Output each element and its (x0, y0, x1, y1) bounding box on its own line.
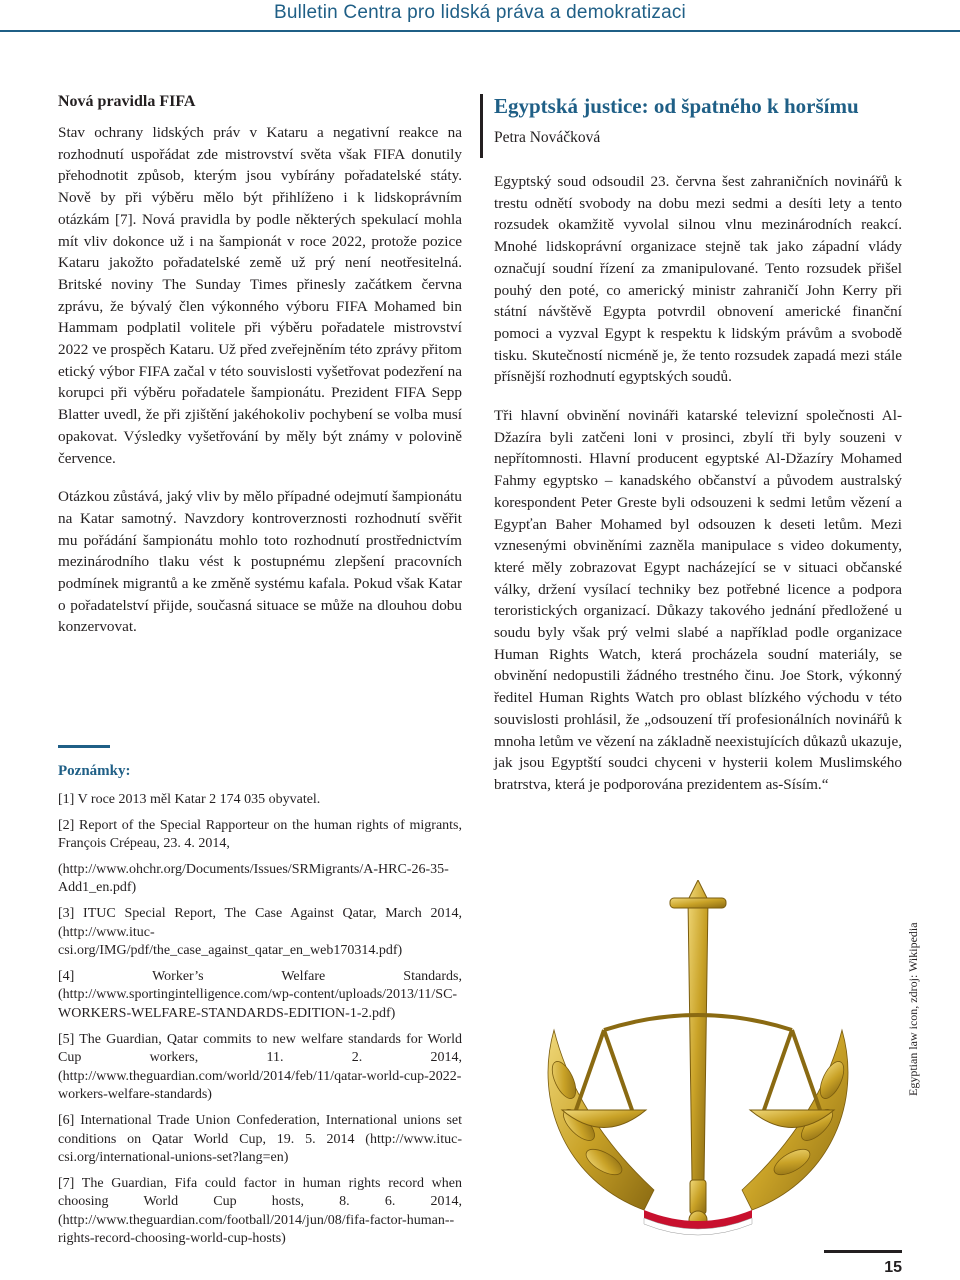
body-paragraph: Stav ochrany lidských práv v Kataru a negativní reakce na rozhodnutí uspořádat zde mistrovství světa však FIFA donutily přehodnotit způsob, kterým jsou vybírány pořadatelské státy. Nově by při výběru mělo být přihlíženo i k lidskoprávním otázkám [7]. Nová pravidla by podle některých spekulací mohla mít vliv dokonce už i na šampionát v roce 2022, protože pozice Kataru jakožto pořadatelské země už prý není neotřesitelná. Britské noviny The Sunday Times přinesly začátkem června zprávu, že bývalý člen výkonného výboru FIFA Mohamed bin Hammam podplatil volitele při výběru pořadatele mistrovství 2022 ve prospěch Kataru. Už před zveřejněním této zprávy přitom etický výbor FIFA začal v této souvislosti vyšetřovat podezření na korupci při výběru pořadatele šampionátu. Prezident FIFA Sepp Blatter uvedl, že při zjištění jakéhokoliv pochybení se volba musí opakovat. Výsledky vyšetřování by měly být známy v polovině července. (58, 124, 462, 467)
right-column (494, 92, 902, 796)
egyptian-law-emblem (494, 880, 902, 1240)
note-item: [3] ITUC Special Report, The Case Against Qatar, March 2014, (http://www.ituc-csi.org/IMG/pdf/the_case_against_qatar_en_web170314.pdf) (58, 905, 462, 959)
image-caption-text: Egyptian law icon, zdroj: Wikipedia (906, 922, 920, 1096)
page-number-rule (824, 1250, 902, 1253)
page-number: 15 (884, 1259, 902, 1276)
note-item: [1] V roce 2013 měl Katar 2 174 035 obyvatel. (58, 792, 321, 807)
notes-section (58, 763, 462, 1256)
note-item: [6] International Trade Union Confederation, International unions set conditions on Qatar World Cup, 19. 5. 2014 (http://www.ituc-csi.org/international-unions-set?lang=en) (58, 1112, 462, 1166)
header-rule (0, 30, 960, 32)
notes-title: Poznámky: (58, 763, 131, 779)
article-paragraph: Egyptský soud odsoudil 23. června šest zahraničních novinářů k trestu odnětí svobody na dobu mezi sedmi a desíti lety a tento rozsudek okamžitě vyvolal silnou vlnu mezinárodních reakcí. Mnohé lidskoprávní organizace stejně tak jako západní vlády označují soudní řízení za zmanipulované. Tento rozsudek přišel pouhý den poté, co americký ministr zahraničí John Kerry při státní návštěvě Egypta potvrdil obnovení americké finanční pomoci a vyzval Egypt k respektu k lidským právům a svobodě tisku. Skutečností nicméně je, že tento rozsudek zapadá mezi stále přísnější rozhodnutí egyptských soudů. (494, 173, 902, 386)
note-item: (http://www.ohchr.org/Documents/Issues/SRMigrants/A-HRC-26-35-Add1_en.pdf) (58, 861, 449, 896)
article-title: Egyptská justice: od špatného k horšímu (494, 94, 859, 118)
note-item: [7] The Guardian, Fifa could factor in human rights record when choosing World Cup hosts, 8. 6. 2014, (http://www.theguardian.com/football/2014/jun/08/fifa-factor-human--rights-record-choosing-world-cup-hosts) (58, 1175, 462, 1247)
body-paragraph: Otázkou zůstává, jaký vliv by mělo případné odejmutí šampionátu na Katar samotný. Navzdory kontroverznosti rozhodnutí svěřit mu pořádání šampionátu mohlo toto rozhodnutí prostřednictvím mezinárodního tlaku vést k postupnému zlepšení pracovních podmínek migrantů a ke změně systému kafala. Pokud však Katar o pořadatelství přijde, současná situace se může na dlouhou dobu konzervovat. (58, 488, 462, 636)
sword-icon (670, 880, 726, 1229)
note-item: [2] Report of the Special Rapporteur on the human rights of migrants, François Crépeau, 23. 4. 2014, (58, 817, 462, 852)
bulletin-title: Bulletin Centra pro lidská práva a demokratizaci (274, 2, 686, 23)
notes-rule (58, 745, 110, 748)
image-caption (906, 922, 926, 1096)
article-author: Petra Nováčková (494, 129, 601, 146)
note-item: [5] The Guardian, Qatar commits to new welfare standards for World Cup workers, 11. 2. 2014, (http://www.theguardian.com/world/2014/feb/11/qatar-world-cup-2022-workers-welfare-standards) (58, 1031, 462, 1103)
section-heading: Nová pravidla FIFA (58, 93, 196, 110)
article-paragraph: Tři hlavní obvinění novináři katarské televizní společnosti Al-Džazíra byli zatčeni loni v prosinci, zbylí tři byly souzeni v nepřítomnosti. Hlavní producent egyptské Al-Džazíry Mohamed Fahmy egyptsko – kanadského občanství a původem australský korespondent Peter Greste byli odsouzeni k sedmi letům vězení a Egypťan Baher Mohamed byl odsouzen k deseti letům. Mezi vznesenými obviněními zazněla manipulace s video dokumenty, které měly zobrazovat Egypt nacházející se v situaci občanské války, držení vysílací techniky bez potřebné licence a podpora teroristických organizací. Důkazy takového jednání předložené u soudu byly však prý velmi slabé a například podle organizace Human Rights Watch, která procházela soudní materiály, se obvinění nedopustili žádného trestného činu. Joe Stork, výkonný ředitel Human Rights Watch pro oblast blízkého východu v této souvislosti prohlásil, že „odsouzení tří profesionálních novinářů k mnoha letům ve vězení na základně neexistujících důkazů ukazuje, jak jsou Egyptští soudci chyceni v hysterii kolem Muslimského bratrstva, která je podporována prezidentem as-Sísím.“ (494, 407, 902, 793)
article-accent-bar (480, 94, 483, 158)
header-bar (0, 0, 960, 28)
left-column (58, 92, 462, 638)
note-item: [4] Worker’s Welfare Standards, (http://www.sportingintelligence.com/wp-content/uploads/2013/11/SC-WORKERS-WELFARE-STANDARDS-EDITION-1-2.pdf) (58, 968, 462, 1021)
article-header (494, 92, 902, 147)
